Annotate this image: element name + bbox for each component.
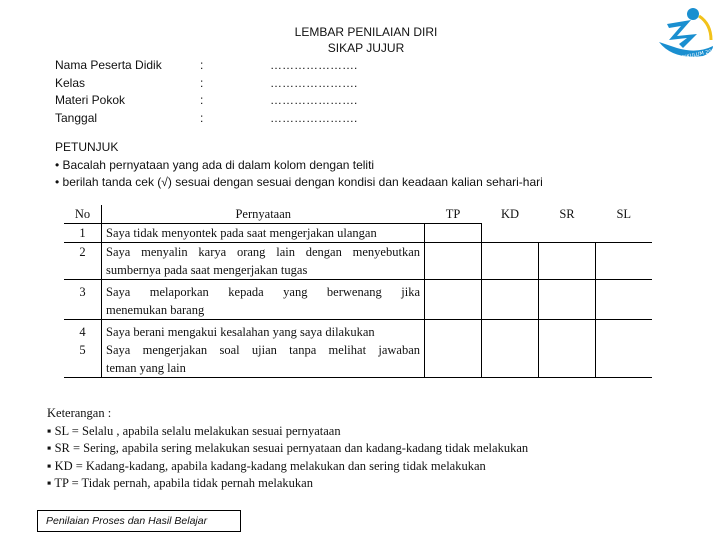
bullet-icon: ▪ xyxy=(47,423,52,438)
identity-value-field[interactable]: …………………. xyxy=(270,75,358,90)
identity-label: Nama Peserta Didik xyxy=(55,58,162,72)
column-header-tp: TP xyxy=(445,207,461,221)
cell-kd[interactable] xyxy=(482,224,539,243)
table-row xyxy=(64,224,652,243)
row-number: 1 xyxy=(64,224,102,243)
legend-text: KD = Kadang-kadang, apabila kadang-kadang melakukan dan sering tidak melakukan xyxy=(54,458,486,473)
column-header-statement: Pernyataan xyxy=(235,207,292,221)
legend-item xyxy=(47,458,528,476)
identity-label: Kelas xyxy=(55,75,86,90)
column-header-sr: SR xyxy=(559,207,575,221)
row-number: 2 xyxy=(64,243,102,280)
instructions-block xyxy=(55,139,543,192)
title-line-2: SIKAP JUJUR xyxy=(327,41,405,55)
identity-value-field[interactable]: …………………. xyxy=(270,110,358,125)
legend-text: SR = Sering, apabila sering melakukan sesuai pernyataan dan kadang-kadang tidak melakukan xyxy=(54,441,529,455)
cell-kd[interactable] xyxy=(482,341,539,378)
legend-item xyxy=(47,423,528,441)
identity-value-field[interactable]: …………………. xyxy=(270,93,358,107)
bullet-icon: ▪ xyxy=(47,476,52,490)
table-row xyxy=(64,280,652,320)
column-header-no: No xyxy=(64,205,102,224)
statement-line: Saya mengerjakan soal ujian tanpa melihat jawaban xyxy=(106,343,420,357)
cell-sr[interactable] xyxy=(539,320,596,342)
cell-sr[interactable] xyxy=(539,224,596,243)
identity-value-field[interactable]: …………………. xyxy=(270,58,358,72)
logo-text: KURIKULUM 2013 xyxy=(674,47,717,63)
page-title xyxy=(236,24,496,56)
instruction-item xyxy=(55,174,543,192)
instruction-text: Bacalah pernyataan yang ada di dalam kolom dengan teliti xyxy=(62,157,375,172)
statement-line: teman yang lain xyxy=(106,361,186,375)
identity-colon: : xyxy=(200,58,204,72)
cell-kd[interactable] xyxy=(482,280,539,320)
column-header-kd: KD xyxy=(500,207,520,221)
table-header-row xyxy=(64,205,652,224)
row-number: 5 xyxy=(64,341,102,378)
logo-icon xyxy=(653,2,717,66)
instructions-heading: PETUNJUK xyxy=(55,140,119,154)
legend-block xyxy=(47,405,528,493)
identity-colon: : xyxy=(200,75,204,90)
cell-sl[interactable] xyxy=(596,243,653,280)
cell-tp[interactable] xyxy=(425,320,482,342)
cell-sr[interactable] xyxy=(539,280,596,320)
table-row xyxy=(64,243,652,280)
cell-sl[interactable] xyxy=(596,341,653,378)
identity-row-class xyxy=(55,75,358,93)
legend-item xyxy=(47,475,528,493)
title-line-1: LEMBAR PENILAIAN DIRI xyxy=(294,25,438,39)
row-statement xyxy=(102,341,425,378)
bullet-icon: ▪ xyxy=(47,441,52,455)
statement-line: Saya melaporkan kepada yang berwenang jika xyxy=(106,285,420,299)
cell-tp[interactable] xyxy=(425,224,482,243)
cell-sl[interactable] xyxy=(596,224,653,243)
identity-colon: : xyxy=(200,110,204,125)
statement-line: menemukan barang xyxy=(106,303,205,317)
cell-tp[interactable] xyxy=(425,280,482,320)
row-statement xyxy=(102,280,425,320)
row-statement xyxy=(102,224,425,243)
cell-sr[interactable] xyxy=(539,341,596,378)
footer-label: Penilaian Proses dan Hasil Belajar xyxy=(37,510,241,532)
row-statement xyxy=(102,320,425,342)
legend-heading: Keterangan : xyxy=(47,406,112,420)
statement-line: Saya tidak menyontek pada saat mengerjakan ulangan xyxy=(106,226,377,240)
cell-kd[interactable] xyxy=(482,320,539,342)
table-row xyxy=(64,320,652,342)
statement-line: sumbernya pada saat mengerjakan tugas xyxy=(106,263,308,277)
bullet-icon: • xyxy=(55,157,60,172)
statement-line: Saya berani mengakui kesalahan yang saya dilakukan xyxy=(106,325,375,339)
cell-sl[interactable] xyxy=(596,320,653,342)
row-number: 4 xyxy=(64,320,102,342)
legend-item xyxy=(47,440,528,458)
bullet-icon: ▪ xyxy=(47,458,52,473)
assessment-table xyxy=(64,205,652,378)
identity-row-date xyxy=(55,110,358,128)
row-statement xyxy=(102,243,425,280)
identity-colon: : xyxy=(200,93,204,107)
cell-tp[interactable] xyxy=(425,341,482,378)
cell-sl[interactable] xyxy=(596,280,653,320)
cell-kd[interactable] xyxy=(482,243,539,280)
identity-row-name xyxy=(55,57,358,75)
identity-block xyxy=(55,57,358,127)
statement-line: Saya menyalin karya orang lain dengan menyebutkan xyxy=(106,245,420,259)
identity-row-topic xyxy=(55,92,358,110)
table-row xyxy=(64,341,652,378)
identity-label: Materi Pokok xyxy=(55,93,126,107)
cell-sr[interactable] xyxy=(539,243,596,280)
kurikulum-2013-logo xyxy=(653,2,717,66)
legend-text: TP = Tidak pernah, apabila tidak pernah melakukan xyxy=(54,476,313,490)
legend-text: SL = Selalu , apabila selalu melakukan sesuai pernyataan xyxy=(54,423,341,438)
row-number: 3 xyxy=(64,280,102,320)
bullet-icon: • xyxy=(55,175,60,189)
instruction-item xyxy=(55,157,543,175)
identity-label: Tanggal xyxy=(55,110,98,125)
cell-tp[interactable] xyxy=(425,243,482,280)
instruction-text: berilah tanda cek (√) sesuai dengan sesuai dengan kondisi dan keadaan kalian sehari-hari xyxy=(62,175,543,189)
column-header-sl: SL xyxy=(616,207,632,221)
